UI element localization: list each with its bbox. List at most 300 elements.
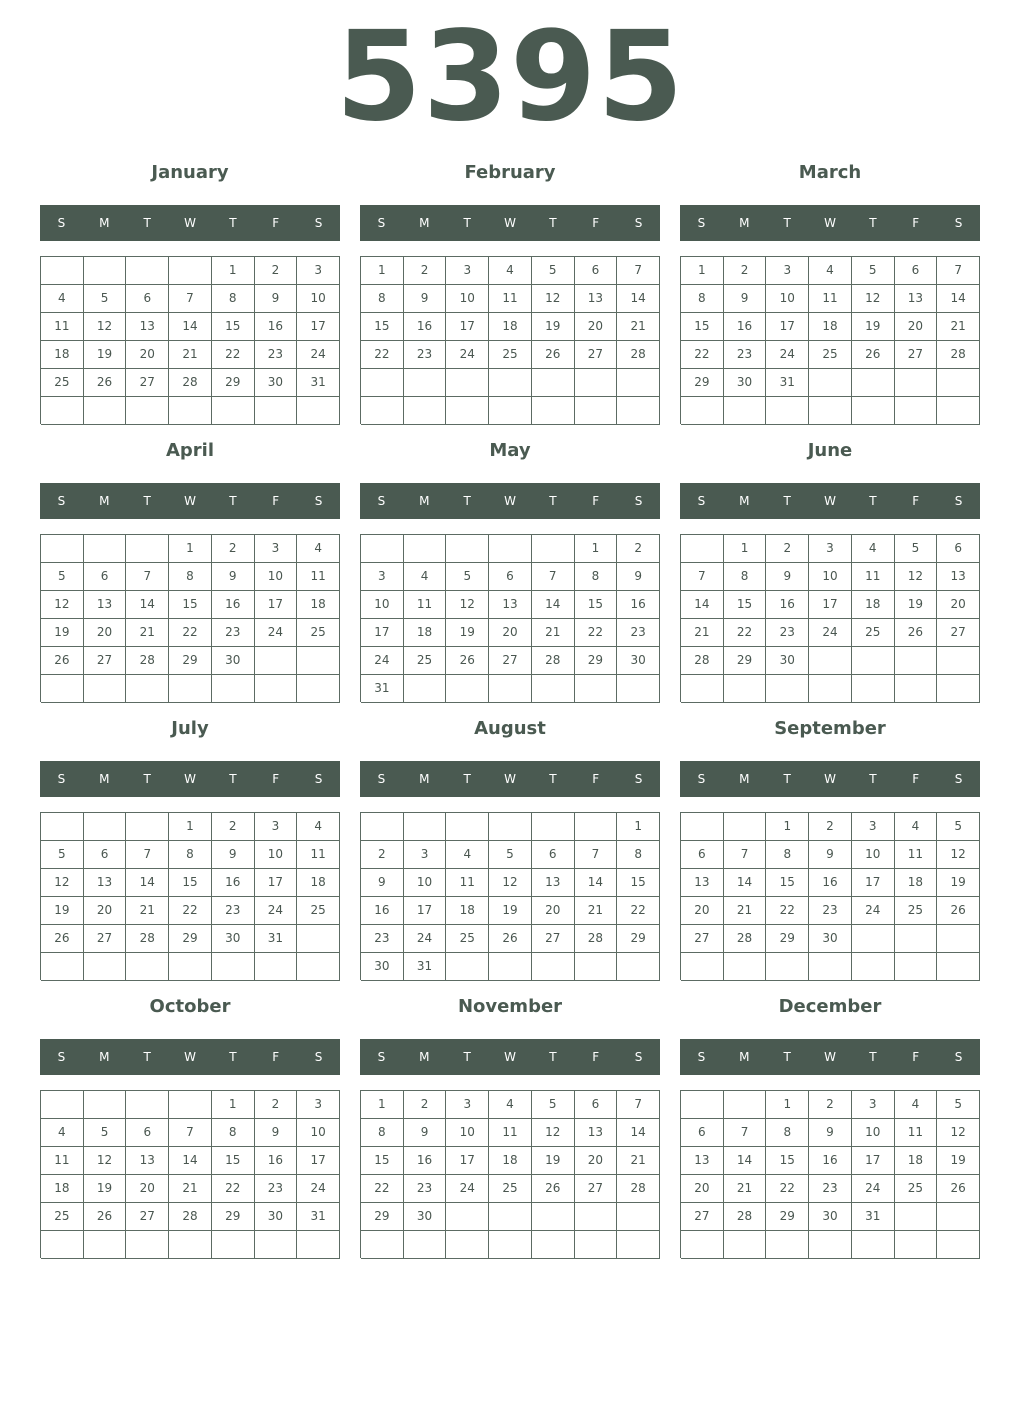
weekday-label: F [592,216,600,230]
day-cell: 3 [404,841,447,869]
day-cell: 24 [852,1175,895,1203]
day-cell: 10 [809,563,852,591]
day-cell: 16 [361,897,404,925]
empty-cell [255,647,298,675]
empty-cell [41,953,84,981]
day-cell: 28 [617,1175,660,1203]
empty-cell [489,535,532,563]
day-cell: 22 [766,1175,809,1203]
day-cell: 1 [361,1091,404,1119]
empty-cell [489,397,532,425]
day-cell: 23 [255,1175,298,1203]
day-cell: 26 [852,341,895,369]
empty-cell [575,1203,618,1231]
day-cell: 10 [852,1119,895,1147]
weekday-label: T [463,494,471,508]
weekday-label: M [419,494,430,508]
weekday-label: S [634,216,643,230]
day-cell: 25 [41,369,84,397]
day-cell: 4 [297,535,340,563]
day-cell: 17 [809,591,852,619]
weekday-label: S [377,1050,386,1064]
day-cell: 27 [575,341,618,369]
day-cell: 21 [575,897,618,925]
day-cell: 21 [169,1175,212,1203]
empty-cell [532,1203,575,1231]
day-cell: 11 [297,563,340,591]
day-cell: 22 [212,341,255,369]
empty-cell [126,257,169,285]
empty-cell [575,953,618,981]
empty-cell [169,1231,212,1259]
day-cell: 19 [895,591,938,619]
empty-cell [937,1203,980,1231]
day-cell: 29 [169,647,212,675]
day-cell: 22 [617,897,660,925]
day-cell: 21 [681,619,724,647]
day-cell: 31 [297,1203,340,1231]
day-cell: 2 [724,257,767,285]
weekday-label: S [954,772,963,786]
month-name: June [807,440,853,461]
day-cell: 29 [212,1203,255,1231]
day-grid [680,256,980,424]
day-cell: 30 [361,953,404,981]
day-cell: 12 [532,285,575,313]
empty-cell [41,1091,84,1119]
day-cell: 16 [809,1147,852,1175]
day-cell: 9 [404,285,447,313]
day-cell: 27 [84,647,127,675]
day-cell: 15 [575,591,618,619]
weekday-label: M [99,216,110,230]
empty-cell [895,953,938,981]
empty-cell [84,257,127,285]
year-title: 5395 [335,5,685,149]
day-cell: 29 [212,369,255,397]
weekday-label: W [184,1050,196,1064]
empty-cell [84,1231,127,1259]
weekday-label: T [143,1050,151,1064]
empty-cell [852,675,895,703]
empty-cell [84,953,127,981]
empty-cell [404,535,447,563]
day-cell: 6 [126,1119,169,1147]
empty-cell [937,675,980,703]
day-cell: 4 [852,535,895,563]
weekday-label: T [783,772,791,786]
empty-cell [895,675,938,703]
empty-cell [169,397,212,425]
weekday-label: S [314,494,323,508]
day-cell: 28 [937,341,980,369]
day-cell: 4 [41,1119,84,1147]
day-cell: 23 [809,1175,852,1203]
day-cell: 20 [84,897,127,925]
day-cell: 24 [809,619,852,647]
day-cell: 27 [126,369,169,397]
weekday-label: F [272,216,280,230]
weekday-label: W [824,216,836,230]
day-cell: 4 [446,841,489,869]
day-cell: 24 [446,1175,489,1203]
day-cell: 9 [212,841,255,869]
day-cell: 3 [852,813,895,841]
day-cell: 11 [297,841,340,869]
weekday-label: M [739,494,750,508]
day-cell: 19 [852,313,895,341]
day-cell: 13 [575,285,618,313]
empty-cell [681,675,724,703]
empty-cell [937,925,980,953]
weekday-label: T [463,216,471,230]
day-cell: 1 [766,813,809,841]
day-cell: 15 [212,1147,255,1175]
day-cell: 12 [489,869,532,897]
empty-cell [937,1231,980,1259]
day-cell: 18 [297,869,340,897]
day-grid [360,256,660,424]
empty-cell [937,953,980,981]
weekday-label: F [272,772,280,786]
weekday-header [360,1039,660,1075]
day-cell: 14 [169,1147,212,1175]
day-cell: 28 [575,925,618,953]
empty-cell [681,813,724,841]
day-cell: 7 [532,563,575,591]
empty-cell [766,397,809,425]
day-cell: 25 [297,897,340,925]
day-cell: 28 [681,647,724,675]
weekday-label: S [314,1050,323,1064]
day-cell: 15 [766,1147,809,1175]
day-cell: 18 [852,591,895,619]
weekday-label: M [739,1050,750,1064]
day-cell: 3 [297,1091,340,1119]
day-cell: 27 [532,925,575,953]
day-cell: 5 [84,285,127,313]
day-cell: 12 [84,1147,127,1175]
day-cell: 6 [84,841,127,869]
day-cell: 17 [852,1147,895,1175]
day-cell: 29 [681,369,724,397]
day-cell: 9 [809,841,852,869]
day-cell: 17 [852,869,895,897]
day-cell: 18 [297,591,340,619]
day-cell: 10 [446,285,489,313]
empty-cell [255,397,298,425]
empty-cell [575,813,618,841]
day-cell: 29 [575,647,618,675]
day-cell: 22 [212,1175,255,1203]
day-cell: 29 [169,925,212,953]
day-cell: 6 [126,285,169,313]
day-cell: 27 [895,341,938,369]
empty-cell [41,535,84,563]
weekday-label: F [912,772,920,786]
day-cell: 17 [404,897,447,925]
day-cell: 15 [169,869,212,897]
empty-cell [895,1203,938,1231]
empty-cell [255,675,298,703]
empty-cell [169,953,212,981]
day-cell: 19 [84,341,127,369]
day-cell: 21 [126,897,169,925]
empty-cell [361,813,404,841]
weekday-label: S [314,772,323,786]
weekday-label: T [229,772,237,786]
day-cell: 20 [575,1147,618,1175]
weekday-label: F [272,1050,280,1064]
weekday-label: S [954,216,963,230]
day-cell: 28 [126,647,169,675]
day-cell: 30 [809,925,852,953]
day-cell: 11 [446,869,489,897]
day-cell: 21 [617,1147,660,1175]
day-cell: 8 [169,841,212,869]
weekday-label: T [869,494,877,508]
empty-cell [895,369,938,397]
day-cell: 11 [895,841,938,869]
empty-cell [297,647,340,675]
day-cell: 3 [766,257,809,285]
day-cell: 22 [361,341,404,369]
day-cell: 3 [361,563,404,591]
weekday-label: M [99,772,110,786]
day-cell: 29 [617,925,660,953]
empty-cell [809,397,852,425]
day-cell: 20 [937,591,980,619]
day-cell: 8 [766,841,809,869]
day-cell: 9 [255,285,298,313]
day-cell: 3 [809,535,852,563]
weekday-label: S [634,772,643,786]
empty-cell [724,813,767,841]
day-cell: 30 [212,925,255,953]
day-cell: 19 [489,897,532,925]
day-cell: 1 [169,813,212,841]
empty-cell [169,675,212,703]
day-cell: 1 [681,257,724,285]
empty-cell [489,1231,532,1259]
day-cell: 6 [575,1091,618,1119]
day-cell: 31 [297,369,340,397]
weekday-label: W [824,494,836,508]
day-cell: 27 [681,1203,724,1231]
day-grid [360,1090,660,1258]
day-cell: 15 [724,591,767,619]
empty-cell [41,397,84,425]
day-cell: 14 [681,591,724,619]
day-cell: 15 [169,591,212,619]
day-cell: 18 [895,869,938,897]
empty-cell [575,397,618,425]
day-cell: 7 [937,257,980,285]
day-cell: 22 [766,897,809,925]
weekday-label: S [57,772,66,786]
day-cell: 22 [681,341,724,369]
day-cell: 13 [895,285,938,313]
day-cell: 25 [852,619,895,647]
day-cell: 26 [895,619,938,647]
day-cell: 5 [532,1091,575,1119]
empty-cell [724,1231,767,1259]
day-cell: 17 [297,313,340,341]
day-cell: 13 [937,563,980,591]
empty-cell [617,1231,660,1259]
empty-cell [361,397,404,425]
empty-cell [489,675,532,703]
day-cell: 28 [169,1203,212,1231]
empty-cell [169,1091,212,1119]
day-cell: 9 [766,563,809,591]
day-cell: 2 [212,813,255,841]
weekday-label: S [377,216,386,230]
day-cell: 10 [404,869,447,897]
weekday-label: T [463,1050,471,1064]
empty-cell [446,675,489,703]
day-cell: 26 [84,1203,127,1231]
weekday-label: W [184,494,196,508]
day-cell: 16 [255,1147,298,1175]
empty-cell [84,1091,127,1119]
day-cell: 5 [41,841,84,869]
empty-cell [895,647,938,675]
empty-cell [617,397,660,425]
empty-cell [489,813,532,841]
day-cell: 15 [681,313,724,341]
day-cell: 20 [895,313,938,341]
day-cell: 13 [681,1147,724,1175]
month-name: February [464,162,556,183]
day-cell: 21 [937,313,980,341]
empty-cell [724,1091,767,1119]
empty-cell [446,397,489,425]
weekday-label: S [634,1050,643,1064]
day-cell: 30 [617,647,660,675]
empty-cell [126,535,169,563]
empty-cell [126,813,169,841]
day-cell: 4 [297,813,340,841]
empty-cell [532,675,575,703]
empty-cell [895,397,938,425]
day-cell: 25 [895,1175,938,1203]
empty-cell [809,1231,852,1259]
empty-cell [766,1231,809,1259]
day-cell: 1 [169,535,212,563]
day-cell: 26 [41,925,84,953]
weekday-label: T [229,1050,237,1064]
day-cell: 26 [84,369,127,397]
day-cell: 4 [895,1091,938,1119]
day-cell: 25 [297,619,340,647]
empty-cell [297,397,340,425]
day-cell: 7 [617,257,660,285]
weekday-label: M [419,1050,430,1064]
weekday-label: T [143,772,151,786]
day-cell: 7 [617,1091,660,1119]
weekday-label: T [783,494,791,508]
day-cell: 22 [575,619,618,647]
day-cell: 23 [724,341,767,369]
day-cell: 8 [169,563,212,591]
empty-cell [617,675,660,703]
empty-cell [937,369,980,397]
day-cell: 13 [532,869,575,897]
day-cell: 26 [532,341,575,369]
empty-cell [446,1231,489,1259]
day-cell: 8 [575,563,618,591]
month-name: July [171,718,209,739]
day-cell: 14 [724,869,767,897]
day-cell: 12 [937,1119,980,1147]
weekday-header [40,483,340,519]
empty-cell [617,1203,660,1231]
empty-cell [895,925,938,953]
empty-cell [169,257,212,285]
weekday-label: F [592,1050,600,1064]
day-cell: 10 [852,841,895,869]
empty-cell [297,1231,340,1259]
day-cell: 19 [937,869,980,897]
day-cell: 27 [937,619,980,647]
empty-cell [255,953,298,981]
day-cell: 5 [532,257,575,285]
day-cell: 30 [212,647,255,675]
weekday-label: S [377,772,386,786]
empty-cell [532,813,575,841]
empty-cell [852,647,895,675]
weekday-label: T [549,494,557,508]
day-cell: 2 [809,1091,852,1119]
day-cell: 15 [617,869,660,897]
day-cell: 20 [681,897,724,925]
day-cell: 9 [404,1119,447,1147]
day-cell: 11 [41,1147,84,1175]
weekday-label: T [143,494,151,508]
weekday-label: S [697,494,706,508]
day-cell: 17 [255,869,298,897]
day-cell: 12 [41,591,84,619]
weekday-label: F [912,1050,920,1064]
day-cell: 5 [84,1119,127,1147]
day-grid [680,812,980,980]
empty-cell [212,397,255,425]
empty-cell [724,397,767,425]
day-cell: 24 [361,647,404,675]
empty-cell [446,953,489,981]
day-cell: 6 [681,1119,724,1147]
weekday-label: T [463,772,471,786]
weekday-label: W [504,494,516,508]
day-cell: 14 [575,869,618,897]
day-cell: 12 [937,841,980,869]
day-grid [360,812,660,980]
day-cell: 3 [255,535,298,563]
day-cell: 10 [361,591,404,619]
day-cell: 10 [255,563,298,591]
day-cell: 17 [361,619,404,647]
weekday-header [360,761,660,797]
day-cell: 19 [937,1147,980,1175]
empty-cell [617,953,660,981]
day-cell: 18 [489,313,532,341]
weekday-label: W [824,1050,836,1064]
empty-cell [852,925,895,953]
day-cell: 7 [126,563,169,591]
day-cell: 28 [532,647,575,675]
day-cell: 24 [404,925,447,953]
